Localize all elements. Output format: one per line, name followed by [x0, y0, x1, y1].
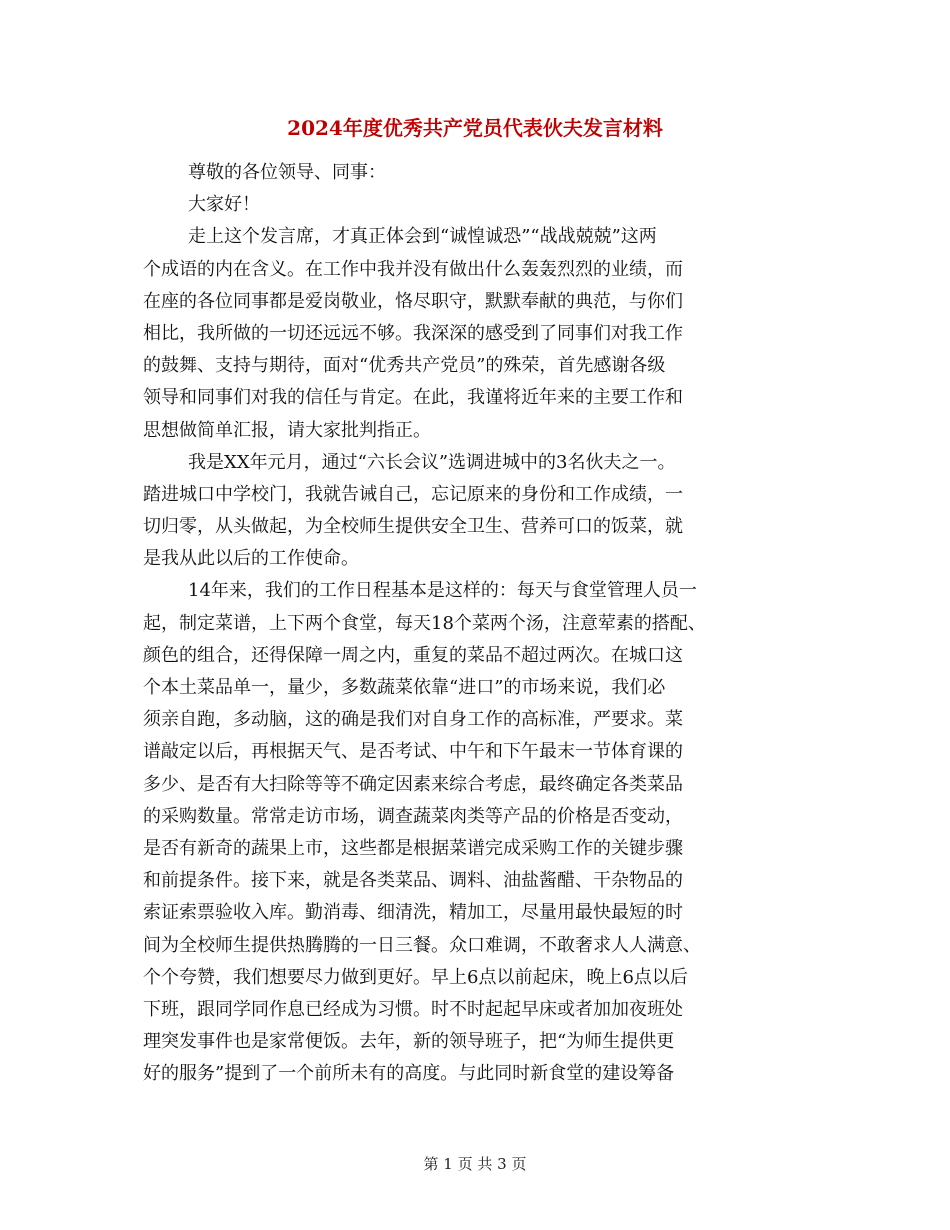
paragraph-line: 颜色的组合，还得保障一周之内，重复的菜品不超过两次。在城口这	[143, 644, 683, 666]
paragraph-line: 索证索票验收入库。勤消毒、细清洗，精加工，尽量用最快最短的时	[143, 902, 683, 924]
paragraph-line: 是否有新奇的蔬果上市，这些都是根据菜谱完成采购工作的关键步骤	[143, 837, 683, 859]
paragraph-line: 理突发事件也是家常便饭。去年，新的领导班子，把“为师生提供更	[143, 1031, 675, 1053]
paragraph-line: 的鼓舞、支持与期待，面对“优秀共产党员”的殊荣，首先感谢各级	[143, 355, 666, 377]
page-number-footer: 第 1 页 共 3 页	[423, 1155, 527, 1173]
paragraph-line: 领导和同事们对我的信任与肯定。在此，我谨将近年来的主要工作和	[143, 387, 683, 409]
paragraph-line: 相比，我所做的一切还远远不够。我深深的感受到了同事们对我工作	[143, 322, 683, 344]
paragraph-line: 须亲自跑，多动脑，这的确是我们对自身工作的高标准，严要求。菜	[143, 709, 683, 731]
paragraph-line: 好的服务”提到了一个前所未有的高度。与此同时新食堂的建设筹备	[143, 1063, 675, 1085]
paragraph-line: 在座的各位同事都是爱岗敬业，恪尽职守，默默奉献的典范，与你们	[143, 290, 683, 312]
paragraph-line: 走上这个发言席，才真正体会到“诚惶诚恐”“战战兢兢”这两	[188, 226, 657, 248]
paragraph-line: 我是XX年元月，通过“六长会议”选调进城中的3名伙夫之一。	[188, 451, 676, 473]
paragraph-line: 起，制定菜谱，上下两个食堂，每天18个菜两个汤，注意荤素的搭配、	[143, 612, 706, 634]
greeting-line: 大家好！	[188, 194, 260, 216]
paragraph-line: 下班，跟同学同作息已经成为习惯。时不时起起早床或者加加夜班处	[143, 998, 683, 1020]
paragraph-line: 个本土菜品单一，量少，多数蔬菜依靠“进口”的市场来说，我们必	[143, 677, 666, 698]
paragraph-line: 是我从此以后的工作使命。	[143, 548, 359, 570]
paragraph-line: 的采购数量。常常走访市场，调查蔬菜肉类等产品的价格是否变动，	[143, 805, 683, 827]
paragraph-line: 踏进城口中学校门，我就告诫自己，忘记原来的身份和工作成绩，一	[143, 483, 683, 505]
paragraph-line: 14年来，我们的工作日程基本是这样的：每天与食堂管理人员一	[188, 580, 697, 602]
paragraph-line: 个个夸赞，我们想要尽力做到更好。早上6点以前起床，晚上6点以后	[143, 966, 688, 988]
paragraph-line: 切归零，从头做起，为全校师生提供安全卫生、营养可口的饭菜，就	[143, 516, 683, 538]
paragraph-line: 个成语的内在含义。在工作中我并没有做出什么轰轰烈烈的业绩，而	[143, 258, 683, 280]
document-title: 2024年度优秀共产党员代表伙夫发言材料	[287, 116, 663, 140]
paragraph-line: 思想做简单汇报，请大家批判指正。	[143, 419, 431, 441]
paragraph-line: 谱敲定以后，再根据天气、是否考试、中午和下午最末一节体育课的	[143, 741, 683, 763]
salutation-line: 尊敬的各位领导、同事：	[188, 162, 386, 183]
document-body	[143, 157, 807, 1090]
paragraph-line: 和前提条件。接下来，就是各类菜品、调料、油盐酱醋、干杂物品的	[143, 870, 683, 892]
paragraph-line: 间为全校师生提供热腾腾的一日三餐。众口难调，不敢奢求人人满意、	[143, 934, 701, 956]
paragraph-line: 多少、是否有大扫除等等不确定因素来综合考虑，最终确定各类菜品	[143, 773, 683, 795]
